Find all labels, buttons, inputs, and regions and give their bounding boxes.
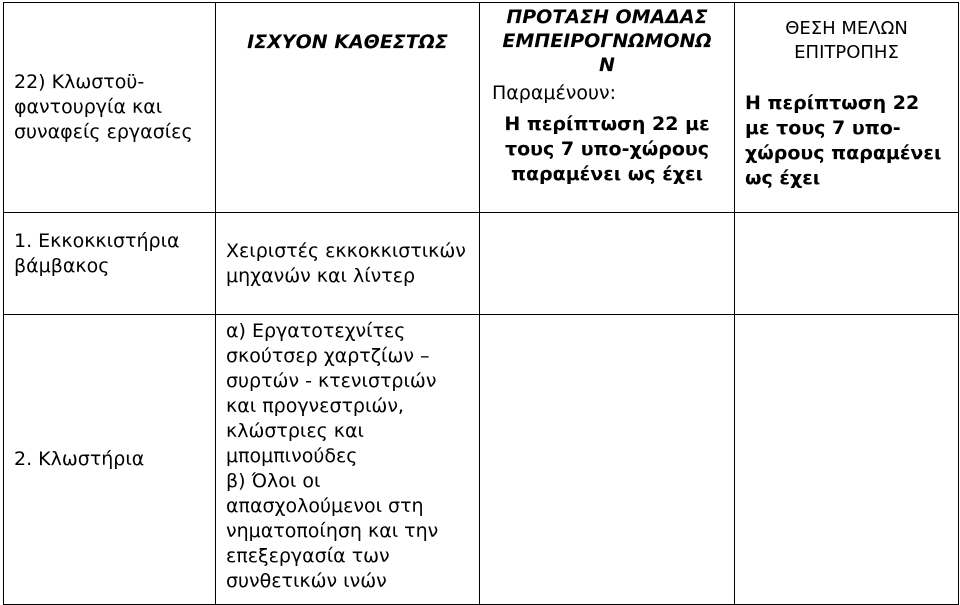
occupation-cell [216,315,480,605]
committee-empty-cell [735,213,959,315]
subsector-cell [4,213,216,315]
committee-title: ΘΕΣΗ ΜΕΛΩΝ ΕΠΙΤΡΟΠΗΣ [785,18,908,63]
occupation-line: απασχολούμενοι στη [226,495,424,517]
occupation-line: συνθετικών ινών [226,570,387,592]
occupation-cell [216,213,480,315]
category-line: 22) Κλωστοϋ- [14,71,145,93]
subsector-line: 2. Κλωστήρια [14,448,145,470]
current-status-text: ΙΣΧΥΟΝ ΚΑΘΕΣΤΩΣ [247,31,448,53]
table-row [4,213,959,315]
subsector-cell [4,315,216,605]
occupation-line: επεξεργασία των [226,545,390,567]
occupation-line: νηματοποίηση και την [226,520,439,542]
current-status-heading [216,3,480,213]
occupation-line: συρτών - κτενιστριών [226,370,437,392]
category-cell [4,3,216,213]
occupation-line: σκούτσερ χαρτζίων – [226,345,430,367]
header-row [4,3,959,213]
expert-group-cell [480,3,735,213]
expert-group-empty-cell [480,213,735,315]
subsector-line: βάμβακος [14,255,110,277]
expert-group-remain-label: Παραμένουν: [492,82,617,104]
committee-text: Η περίπτωση 22 με τους 7 υπο- χώρους παραμένει ως έχει [745,92,942,189]
committee-cell [735,3,959,213]
occupations-table [3,2,959,605]
expert-group-title: ΠΡΟΤΑΣΗ ΟΜΑΔΑΣ ΕΜΠΕΙΡΟΓΝΩΜΟΝΩ Ν [502,6,712,76]
occupation-line: Χειριστές εκκοκκιστικών [226,240,466,262]
occupation-line: και προγνεστριών, [226,395,404,417]
expert-group-text: Η περίπτωση 22 με τους 7 υπο-χώρους παραμένει ως έχει [504,113,710,185]
occupation-line: μπομπινούδες [226,445,358,467]
table-row [4,315,959,605]
committee-empty-cell [735,315,959,605]
subsector-line: 1. Εκκοκκιστήρια [14,230,180,252]
occupation-line: μηχανών και λίντερ [226,265,416,287]
category-line: συναφείς εργασίες [14,121,193,143]
category-line: φαντουργία και [14,96,163,118]
occupation-line: κλώστριες και [226,420,364,442]
expert-group-empty-cell [480,315,735,605]
occupation-line: β) Όλοι οι [226,470,321,492]
occupation-line: α) Εργατοτεχνίτες [226,320,406,342]
